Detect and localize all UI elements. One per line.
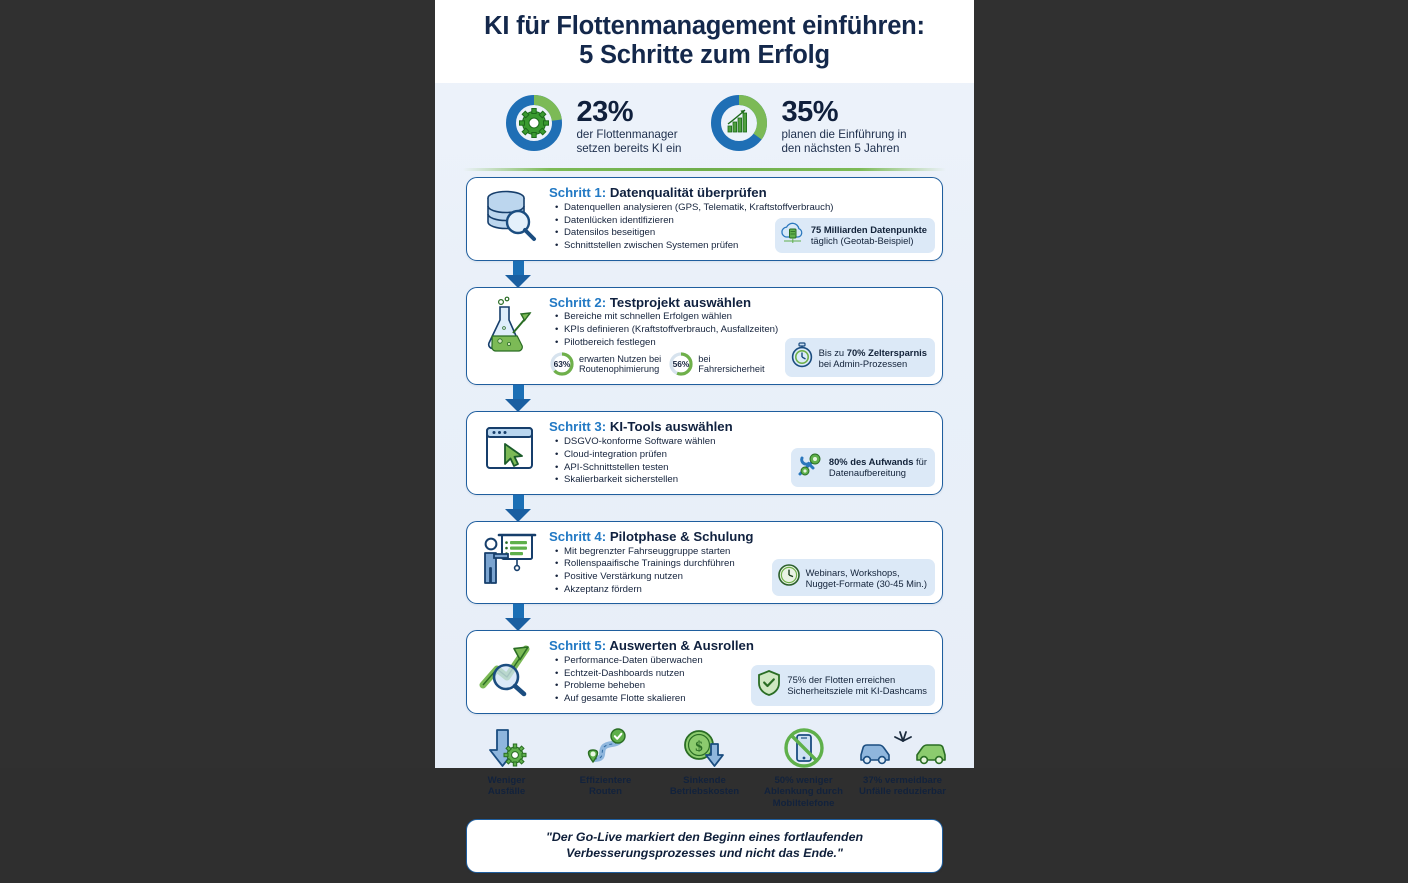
badge-line-2: Sicherheitsziele mit KI-Dashcams [787, 685, 927, 697]
mini-stat-line-1: bei [698, 353, 711, 364]
step-title [549, 529, 934, 545]
badge-text [787, 674, 927, 697]
no-phone-icon [756, 726, 851, 772]
bullet: • Rollenspaaifische Trainings durchführen [564, 558, 934, 571]
benefits-row [435, 714, 974, 816]
benefit-line-1: Sinkende [683, 774, 726, 786]
browser-cursor-icon [473, 418, 549, 480]
dollar-down-arrow-icon [657, 726, 752, 772]
step-badge [751, 665, 935, 706]
benefit-line-2: Ablenkung durch [764, 786, 843, 798]
kpi-percent: 35% [781, 95, 839, 128]
step-label: Schritt 5: [549, 638, 607, 654]
step-label: Schritt 3: [549, 419, 607, 435]
step-card[interactable] [466, 521, 943, 604]
bullet: • Datenlücken identlfizieren [564, 215, 934, 228]
gear-icon [520, 109, 549, 138]
clock-icon [777, 563, 801, 592]
badge-text [811, 224, 927, 247]
step-card[interactable] [466, 177, 943, 260]
benefit-line-2: Ausfälle [487, 786, 526, 798]
bullet: • Bereiche mit schnellen Erfolgen wählen [564, 311, 934, 324]
benefit-accidents [855, 726, 950, 810]
badge-line-1: Webinars, Workshops, [805, 566, 900, 578]
mini-stat-56 [668, 351, 764, 377]
step-heading: Datenqualität überprüfen [609, 185, 767, 201]
step-title [549, 638, 934, 654]
kpi-adoption [502, 91, 681, 160]
stopwatch-icon [790, 342, 814, 373]
badge-line-1-pre: Bis zu [818, 346, 847, 358]
benefit-line-1: 37% vermeidbare [863, 774, 942, 786]
benefit-line-1: Weniger [487, 774, 526, 786]
step-title [549, 295, 934, 311]
benefit-routes [558, 726, 653, 810]
step-heading: Pilotphase & Schulung [609, 528, 754, 544]
step-title [549, 185, 934, 201]
badge-line-1: 75 Milliarden Datenpunkte [810, 223, 927, 235]
bullet: • Datenquellen analysieren (GPS, Telematik, Kraftstoffverbrauch) [564, 202, 934, 215]
section-divider-top [463, 168, 946, 171]
donut-chart-23 [502, 91, 566, 160]
benefit-line-3: Mobiltelefone [772, 797, 835, 809]
flow-arrow-4 [505, 604, 531, 630]
bullet: • DSGVO-konforme Software wählen [564, 436, 934, 449]
quote-line-1: "Der Go-Live markiert den Beginn eines fortlaufenden [545, 830, 864, 845]
car-crash-icon [855, 726, 950, 772]
mini-donut-56 [668, 351, 694, 377]
benefit-line-2: Unfälle reduzierbar [859, 786, 946, 798]
badge-text [829, 456, 927, 479]
step-3 [466, 411, 943, 520]
mini-stat-63 [549, 351, 661, 377]
step-4 [466, 521, 943, 630]
benefit-line-1: Effizientere [579, 774, 632, 786]
badge-text [819, 347, 927, 370]
step-heading: Auswerten & Ausrollen [609, 638, 754, 654]
step-badge [785, 338, 935, 377]
kpi-sub-line-1: planen die Einführung in [781, 128, 907, 142]
kpi-band [435, 83, 974, 164]
benefit-downtime [459, 726, 554, 810]
bullet: • Datensilos beseitigen [564, 227, 934, 240]
route-check-icon [558, 726, 653, 772]
step-label: Schritt 1: [549, 185, 607, 201]
svg-text:56%: 56% [672, 359, 690, 370]
step-heading: KI-Tools auswählen [609, 419, 733, 435]
step-title [549, 419, 934, 435]
page-title-line-2: 5 Schritte zum Erfolg [579, 40, 830, 69]
quote-section [435, 815, 974, 882]
quote-box [466, 819, 943, 872]
quote-line-2: Verbesserungsprozesses und nicht das Ende." [566, 846, 843, 861]
badge-text [806, 567, 927, 590]
bullet: • Schnittstellen zwischen Systemen prüfen [564, 240, 934, 253]
step-label: Schritt 4: [549, 528, 607, 544]
bullet: • Echtzeit-Dashboards nutzen [564, 668, 934, 681]
infographic-page [435, 0, 974, 861]
bullet: • Cloud-integration prüfen [564, 449, 934, 462]
bullet: • Akzeptanz fördern [564, 584, 934, 597]
bullet: • Skalierbarkeit sicherstellen [564, 474, 934, 487]
badge-line-1-bold: 80% des Aufwands [828, 456, 914, 468]
kpi-planning [707, 91, 906, 160]
bullet: • Probleme beheben [564, 680, 934, 693]
steps-list [435, 177, 974, 714]
flow-arrow-3 [505, 495, 531, 521]
page-title-line-1: KI für Flottenmanagement einführen: [484, 12, 925, 40]
database-search-icon [473, 184, 549, 246]
bullet: • Pilotbereich festlegen [564, 337, 934, 350]
kpi-sub-line-2: setzen bereits KI ein [576, 141, 682, 155]
step-card[interactable] [466, 287, 943, 386]
wrench-gears-icon [796, 452, 824, 483]
kpi-percent: 23% [576, 95, 633, 128]
badge-line-1-post: für [913, 456, 927, 468]
mini-stat-line-2: Fahrersicherheit [698, 364, 765, 375]
bullet: • Mit begrenzter Fahrseuggruppe starten [564, 546, 934, 559]
benefit-line-2: Routen [588, 786, 623, 798]
shield-check-icon [756, 669, 782, 702]
flow-arrow-1 [505, 261, 531, 287]
flask-arrow-icon [473, 294, 549, 356]
badge-line-1: 75% der Flotten erreichen [787, 674, 896, 685]
badge-line-2: Datenaufbereitung [828, 467, 907, 479]
presenter-board-icon [473, 528, 549, 590]
mini-donut-63 [549, 351, 575, 377]
step-badge [772, 559, 935, 596]
bullet: • API-Schnittstellen testen [564, 462, 934, 475]
step-5 [466, 630, 943, 713]
step-badge [791, 448, 935, 487]
step-card[interactable] [466, 411, 943, 494]
step-1 [466, 177, 943, 286]
step-badge [775, 218, 935, 253]
title-band [435, 0, 974, 83]
down-arrow-gear-icon [459, 726, 554, 772]
benefit-costs [657, 726, 752, 810]
step-label: Schritt 2: [549, 294, 607, 310]
step-heading: Testprojekt auswählen [609, 294, 752, 310]
benefit-distraction [756, 726, 851, 810]
mini-stat-line-1: erwarten Nutzen bei [579, 353, 662, 364]
svg-text:$: $ [694, 738, 703, 755]
step-card[interactable] [466, 630, 943, 713]
cloud-data-icon [780, 222, 806, 249]
donut-chart-35 [707, 91, 771, 160]
svg-text:63%: 63% [553, 359, 571, 370]
bullet: • Positive Verstärkung nutzen [564, 571, 934, 584]
mini-stat-line-2: Routenophimierung [579, 364, 660, 375]
bar-chart-growth-icon [728, 110, 747, 132]
badge-line-2: täglich (Geotab-Beispiel) [810, 235, 914, 247]
kpi-sub-line-2: den nächsten 5 Jahren [781, 141, 900, 155]
step-2 [466, 287, 943, 412]
flow-arrow-2 [505, 385, 531, 411]
growth-arrow-magnifier-icon [473, 637, 549, 699]
benefit-line-1: 50% weniger [774, 774, 833, 786]
badge-line-2: Nugget-Formate (30-45 Min.) [805, 577, 927, 589]
benefit-line-2: Betriebskosten [669, 786, 740, 798]
bullet: • Auf gesamte Flotte skalieren [564, 693, 934, 706]
bullet: • KPIs definieren (Kraftstoffverbrauch, Ausfallzeiten) [564, 324, 934, 337]
bullet: • Performance-Daten überwachen [564, 655, 934, 668]
badge-line-1-bold: 70% Zeltersparnis [846, 346, 927, 358]
badge-line-2: bei Admin-Prozessen [818, 357, 908, 369]
kpi-sub-line-1: der Flottenmanager [576, 128, 678, 142]
